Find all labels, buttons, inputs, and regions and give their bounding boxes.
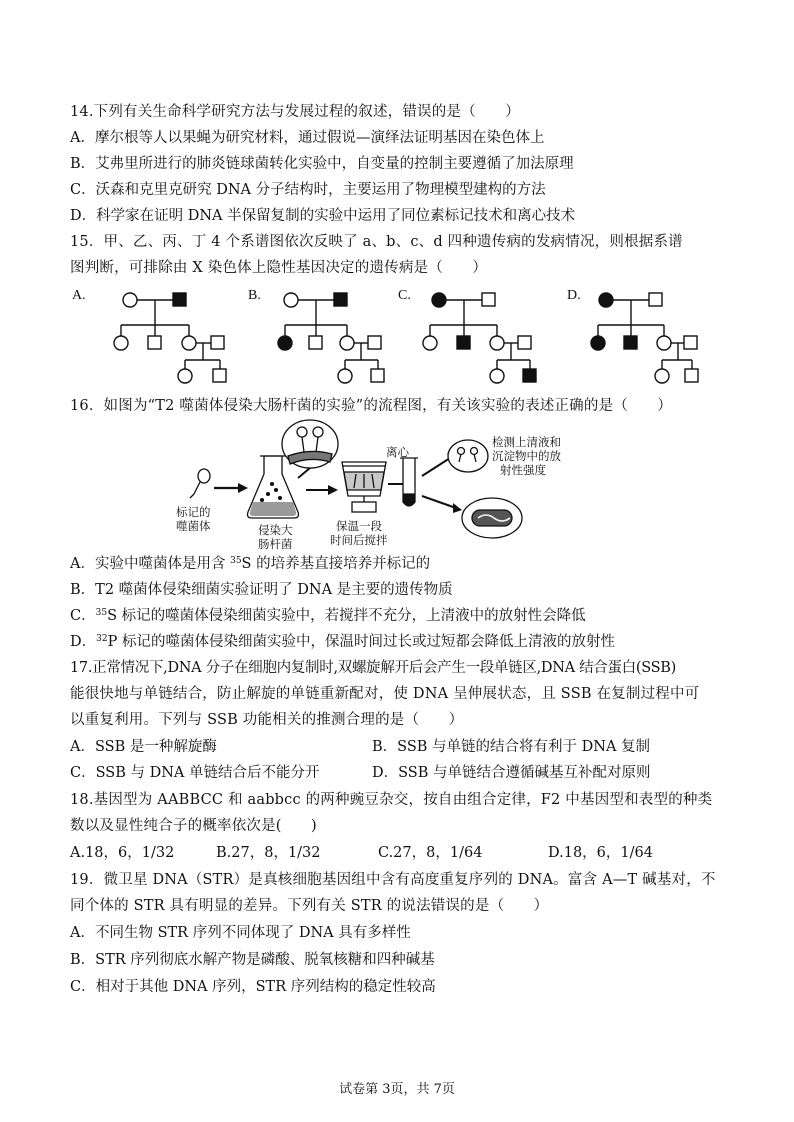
q14-option-d: D．科学家在证明 DNA 半保留复制的实验中运用了同位素标记技术和离心技术 bbox=[70, 208, 576, 224]
q14-option-b: B．艾弗里所进行的肺炎链球菌转化实验中，自变量的控制主要遵循了加法原理 bbox=[70, 156, 574, 172]
q15-label-c: C. bbox=[398, 288, 411, 303]
q19-option-b: B．STR 序列彻底水解产物是磷酸、脱氧核糖和四种碱基 bbox=[70, 952, 435, 968]
label-keep-warm-2: 时间后搅拌 bbox=[330, 533, 388, 547]
pedigree-a bbox=[114, 293, 226, 383]
q15-label-b: B. bbox=[248, 288, 261, 303]
label-detect-1: 检测上清液和 bbox=[492, 435, 561, 449]
q18-option-d: D.18，6，1/64 bbox=[548, 845, 653, 861]
supernatant-closeup-icon bbox=[448, 440, 488, 472]
flask-icon bbox=[248, 456, 299, 518]
blender-icon bbox=[342, 462, 386, 512]
page-footer: 试卷第 3页，共 7页 bbox=[339, 1082, 455, 1097]
q16-option-a: A．实验中噬菌体是用含 $^{35}$S 的培养基直接培养并标记的 bbox=[70, 556, 431, 572]
q16-option-c: C．$^{35}$S 标记的噬菌体侵染细菌实验中，若搅拌不充分，上清液中的放射性会降低 bbox=[70, 608, 586, 624]
pedigree-c bbox=[423, 293, 536, 383]
q18-stem-line2: 数以及显性纯合子的概率依次是( ) bbox=[70, 818, 317, 834]
pedigree-b bbox=[278, 293, 384, 383]
q18-option-c: C.27，8，1/64 bbox=[378, 845, 483, 861]
q17-option-a: A．SSB 是一种解旋酶 bbox=[70, 739, 217, 755]
pedigree-d bbox=[591, 293, 698, 383]
q14-stem: 14.下列有关生命科学研究方法与发展过程的叙述，错误的是（ ） bbox=[70, 104, 520, 120]
q15-stem-line1: 15．甲、乙、丙、丁 4 个系谱图依次反映了 a、b、c、d 四种遗传病的发病情况，则根据系谱 bbox=[70, 234, 683, 250]
infection-closeup-icon bbox=[282, 420, 338, 468]
q18-option-b: B.27，8，1/32 bbox=[216, 845, 321, 861]
q17-stem-line3: 以重复利用。下列与 SSB 功能相关的推测合理的是（ ） bbox=[70, 712, 464, 728]
arrow-icon bbox=[422, 458, 450, 476]
pedigree-a-male-affected-icon bbox=[173, 293, 186, 306]
q17-option-c: C．SSB 与 DNA 单链结合后不能分开 bbox=[70, 765, 320, 781]
q16-option-b: B．T2 噬菌体侵染细菌实验证明了 DNA 是主要的遗传物质 bbox=[70, 582, 453, 598]
label-labeled-phage-2: 噬菌体 bbox=[176, 519, 211, 533]
q14-option-c: C．沃森和克里克研究 DNA 分子结构时，主要运用了物理模型建构的方法 bbox=[70, 182, 546, 198]
label-labeled-phage-1: 标记的 bbox=[176, 505, 211, 519]
q19-stem-line2: 同个体的 STR 具有明显的差异。下列有关 STR 的说法错误的是（ ） bbox=[70, 898, 549, 914]
q17-option-d: D．SSB 与单链结合遵循碱基互补配对原则 bbox=[372, 765, 651, 781]
pellet-closeup-icon bbox=[462, 498, 522, 538]
q17-stem-line1: 17.正常情况下,DNA 分子在细胞内复制时,双螺旋解开后会产生一段单链区,DNA 结合蛋白(SSB) bbox=[70, 660, 676, 676]
labeled-phage-icon bbox=[190, 469, 210, 498]
label-infect-1: 侵染大 bbox=[258, 523, 293, 537]
q15-label-a: A. bbox=[72, 288, 86, 303]
q16-flow-diagram bbox=[160, 418, 640, 550]
centrifuge-tube-icon bbox=[400, 458, 418, 506]
q15-stem-line2: 图判断，可排除由 X 染色体上隐性基因决定的遗传病是（ ） bbox=[70, 260, 488, 276]
q17-stem-line2: 能很快地与单链结合，防止解旋的单链重新配对，使 DNA 呈伸展状态，且 SSB 在复制过程中可 bbox=[70, 686, 700, 702]
q19-stem-line1: 19．微卫星 DNA（STR）是真核细胞基因组中含有高度重复序列的 DNA。富含 A—T 碱基对，不 bbox=[70, 872, 716, 888]
q19-option-a: A．不同生物 STR 序列不同体现了 DNA 具有多样性 bbox=[70, 925, 411, 941]
q18-options-row bbox=[70, 843, 730, 863]
q18-stem-line1: 18.基因型为 AABBCC 和 aabbcc 的两种豌豆杂交，按自由组合定律，F2 中基因型和表型的种类 bbox=[70, 792, 713, 808]
q16-option-d: D．$^{32}$P 标记的噬菌体侵染细菌实验中，保温时间过长或过短都会降低上清液的放射性 bbox=[70, 634, 615, 650]
pedigree-a-female-healthy-icon bbox=[123, 293, 137, 307]
label-detect-3: 射性强度 bbox=[500, 463, 546, 477]
q14-option-a: A．摩尔根等人以果蝇为研究材料，通过假说—演绎法证明基因在染色体上 bbox=[70, 130, 545, 146]
label-infect-2: 肠杆菌 bbox=[258, 537, 293, 550]
q16-stem: 16．如图为“T2 噬菌体侵染大肠杆菌的实验”的流程图，有关该实验的表述正确的是（ ） bbox=[70, 398, 673, 414]
q15-pedigrees bbox=[0, 280, 794, 390]
q18-option-a: A.18，6，1/32 bbox=[70, 845, 175, 861]
q15-label-d: D. bbox=[567, 288, 581, 303]
label-detect-2: 沉淀物中的放 bbox=[492, 449, 561, 463]
q19-option-c: C．相对于其他 DNA 序列，STR 序列结构的稳定性较高 bbox=[70, 979, 436, 995]
arrow-icon bbox=[422, 496, 456, 508]
q17-option-b: B．SSB 与单链的结合将有利于 DNA 复制 bbox=[372, 739, 651, 755]
label-centrifuge: 离心 bbox=[386, 445, 409, 459]
label-keep-warm-1: 保温一段 bbox=[336, 519, 382, 533]
